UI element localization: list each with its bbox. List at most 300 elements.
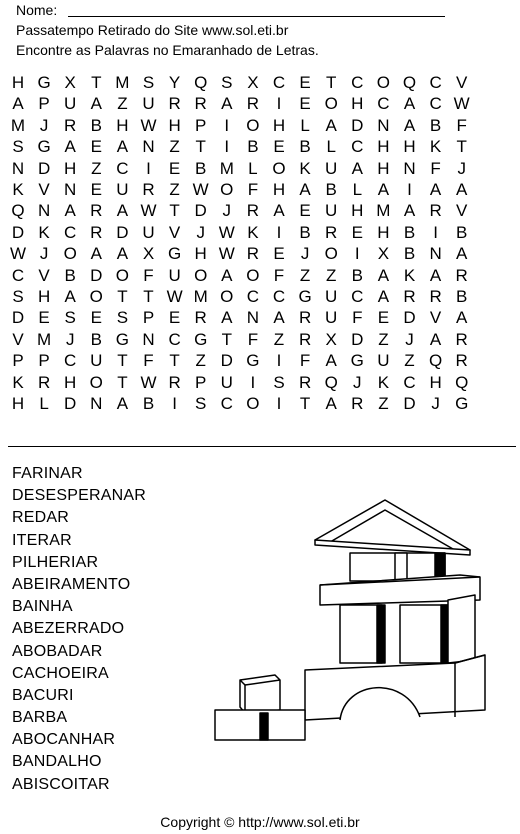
grid-letter: N (64, 180, 77, 199)
grid-letter: Z (195, 351, 206, 371)
grid-letter: I (224, 115, 230, 135)
grid-letter: Q (324, 372, 338, 392)
grid-letter: B (403, 244, 416, 264)
grid-letter: M (193, 287, 208, 306)
grid-letter: Z (273, 329, 285, 349)
source-line: Passatempo Retirado do Site www.sol.eti.br (16, 22, 289, 38)
grid-letter: G (167, 244, 182, 264)
grid-letter: Z (169, 137, 180, 157)
grid-letter: O (324, 244, 338, 264)
grid-letter: B (90, 329, 102, 349)
grid-letter: W (140, 201, 157, 221)
grid-letter: V (168, 222, 181, 242)
divider (8, 446, 516, 447)
grid-letter: T (195, 137, 206, 157)
grid-letter: W (140, 115, 157, 135)
grid-letter: F (143, 351, 154, 371)
grid-letter: R (351, 394, 364, 413)
grid-letter: H (272, 180, 286, 199)
grid-letter: E (351, 222, 363, 242)
instructions-line: Encontre as Palavras no Emaranhado de Letras. (16, 42, 319, 58)
grid-letter: U (220, 372, 233, 392)
grid-letter: A (325, 394, 337, 413)
grid-letter: A (90, 94, 102, 114)
grid-letter: Q (428, 351, 443, 371)
grid-letter: X (142, 244, 155, 264)
grid-letter: S (195, 394, 207, 413)
grid-letter: X (64, 73, 76, 92)
grid-letter: O (194, 265, 208, 285)
grid-letter: C (272, 73, 286, 92)
grid-letter: T (169, 201, 180, 221)
grid-letter: S (273, 372, 285, 392)
grid-letter: B (325, 180, 337, 199)
grid-letter: R (246, 201, 260, 221)
word-item: BAINHA (12, 598, 73, 616)
grid-letter: B (247, 137, 259, 157)
grid-letter: R (246, 244, 260, 264)
grid-letter: E (299, 73, 311, 92)
grid-letter: R (90, 201, 103, 221)
grid-letter: I (407, 180, 412, 199)
grid-letter: H (429, 372, 442, 392)
grid-letter: R (90, 222, 103, 242)
grid-letter: A (429, 329, 442, 349)
grid-letter: T (91, 73, 102, 92)
grid-letter: C (351, 287, 364, 306)
grid-letter: R (142, 180, 155, 199)
grid-letter: O (376, 73, 390, 92)
grid-letter: W (453, 94, 470, 114)
grid-letter: Z (325, 265, 337, 285)
grid-letter: A (456, 244, 468, 264)
toy-block-castle-icon (205, 495, 495, 755)
word-item: ITERAR (12, 531, 72, 549)
grid-letter: E (377, 308, 390, 328)
grid-letter: V (38, 180, 50, 199)
word-item: ABOBADAR (12, 642, 103, 660)
grid-letter: B (456, 287, 468, 306)
grid-letter: C (429, 94, 442, 114)
grid-letter: D (351, 329, 364, 349)
grid-letter: H (11, 73, 25, 92)
grid-letter: V (456, 73, 468, 92)
name-label: Nome: (16, 2, 58, 18)
grid-letter: N (429, 244, 442, 264)
grid-letter: I (354, 244, 360, 264)
word-item: FARINAR (12, 465, 83, 482)
grid-letter: M (219, 158, 234, 178)
grid-letter: I (433, 222, 438, 242)
grid-letter: D (403, 394, 416, 413)
grid-letter: R (429, 201, 442, 221)
grid-letter: E (273, 244, 285, 264)
grid-letter: M (37, 329, 52, 349)
grid-letter: M (376, 201, 391, 221)
grid-letter: E (90, 180, 102, 199)
grid-letter: W (192, 180, 209, 199)
grid-letter: A (273, 201, 285, 221)
grid-letter: V (12, 329, 24, 349)
grid-letter: R (246, 94, 260, 114)
grid-letter: A (221, 94, 233, 114)
grid-letter: T (299, 394, 311, 413)
grid-letter: A (377, 180, 390, 199)
grid-letter: S (142, 73, 155, 92)
grid-letter: I (146, 158, 151, 178)
grid-letter: O (272, 158, 286, 178)
grid-letter: C (220, 394, 233, 413)
grid-letter: A (403, 94, 416, 114)
grid-letter: L (39, 394, 49, 413)
grid-letter: I (276, 351, 282, 371)
grid-letter: A (116, 201, 129, 221)
grid-letter: W (166, 287, 183, 306)
grid-letter: R (455, 265, 468, 285)
grid-letter: B (351, 265, 363, 285)
grid-letter: H (168, 115, 181, 135)
grid-letter: S (221, 73, 233, 92)
grid-letter: R (298, 329, 312, 349)
grid-letter: B (299, 137, 311, 157)
grid-letter: A (325, 351, 337, 371)
grid-letter: L (300, 115, 310, 135)
grid-letter: I (172, 394, 177, 413)
grid-letter: Y (168, 73, 181, 92)
grid-letter: K (38, 222, 50, 242)
grid-letter: V (456, 201, 468, 221)
grid-letter: J (300, 244, 310, 264)
grid-letter: B (403, 222, 416, 242)
grid-letter: J (39, 115, 49, 135)
grid-letter: B (195, 158, 207, 178)
grid-letter: A (64, 137, 76, 157)
grid-letter: C (351, 137, 364, 157)
grid-letter: I (276, 394, 282, 413)
grid-letter: F (143, 265, 154, 285)
grid-letter: D (351, 115, 364, 135)
grid-letter: B (90, 115, 102, 135)
grid-letter: H (37, 287, 51, 306)
grid-letter: U (325, 158, 338, 178)
grid-letter: F (273, 265, 285, 285)
grid-letter: O (246, 115, 260, 135)
grid-letter: C (64, 222, 77, 242)
word-item: BARBA (12, 709, 68, 727)
grid-letter: O (220, 287, 234, 306)
grid-letter: U (142, 222, 155, 242)
grid-letter: B (456, 222, 468, 242)
grid-letter: A (116, 244, 129, 264)
grid-letter: I (276, 94, 282, 114)
grid-letter: N (142, 137, 155, 157)
grid-letter: S (12, 287, 24, 306)
grid-letter: U (377, 351, 390, 371)
grid-letter: P (142, 308, 155, 328)
word-item: PILHERIAR (12, 553, 99, 571)
grid-letter: B (64, 265, 76, 285)
grid-letter: P (195, 115, 207, 135)
grid-letter: N (37, 201, 51, 221)
grid-letter: A (403, 115, 416, 135)
grid-letter: H (194, 244, 207, 264)
grid-letter: K (299, 158, 311, 178)
grid-letter: G (37, 73, 51, 92)
grid-letter: A (64, 287, 76, 306)
grid-letter: D (64, 394, 77, 413)
grid-letter: A (429, 265, 442, 285)
grid-letter: Z (169, 180, 180, 199)
grid-letter: D (11, 222, 25, 242)
grid-letter: R (37, 372, 51, 392)
grid-letter: E (168, 158, 181, 178)
grid-letter: W (9, 244, 27, 264)
grid-letter: H (64, 158, 77, 178)
grid-letter: O (220, 180, 234, 199)
grid-letter: R (298, 372, 312, 392)
grid-letter: Z (378, 394, 389, 413)
grid-letter: A (12, 94, 24, 114)
grid-letter: A (90, 244, 102, 264)
grid-letter: H (377, 137, 390, 157)
grid-letter: G (194, 329, 208, 349)
grid-letter: P (38, 351, 50, 371)
word-item: BANDALHO (12, 753, 102, 771)
grid-letter: F (430, 158, 441, 178)
grid-letter: H (351, 94, 364, 114)
grid-letter: C (351, 73, 364, 92)
grid-letter: A (325, 115, 337, 135)
grid-letter: G (350, 351, 364, 371)
grid-letter: A (377, 265, 390, 285)
grid-letter: N (90, 394, 103, 413)
grid-letter: T (221, 329, 232, 349)
grid-letter: K (429, 137, 442, 157)
grid-letter: D (194, 201, 207, 221)
grid-letter: Z (299, 265, 311, 285)
grid-letter: Z (378, 329, 389, 349)
word-item: CACHOEIRA (12, 664, 109, 682)
grid-letter: T (143, 287, 154, 306)
grid-letter: T (117, 351, 128, 371)
grid-letter: O (89, 287, 103, 306)
grid-letter: A (377, 287, 390, 306)
grid-letter: O (63, 244, 77, 264)
word-item: ABEIRAMENTO (12, 575, 131, 593)
grid-letter: Q (402, 73, 417, 92)
grid-letter: X (247, 73, 259, 92)
grid-letter: J (353, 372, 362, 392)
grid-letter: T (117, 372, 128, 392)
grid-letter: P (195, 372, 207, 392)
copyright-footer: Copyright © http://www.sol.eti.br (160, 814, 360, 830)
grid-letter: B (299, 222, 311, 242)
grid-letter: S (64, 308, 76, 328)
grid-letter: E (90, 137, 102, 157)
grid-letter: A (456, 180, 468, 199)
grid-letter: Z (404, 351, 415, 371)
grid-letter: C (116, 158, 129, 178)
grid-letter: A (456, 308, 468, 328)
grid-letter: A (221, 265, 233, 285)
grid-letter: K (403, 265, 416, 285)
grid-letter: U (142, 94, 155, 114)
grid-letter: V (429, 308, 442, 328)
grid-letter: X (325, 329, 337, 349)
grid-letter: C (64, 351, 77, 371)
grid-letter: U (325, 287, 338, 306)
grid-letter: H (351, 201, 364, 221)
grid-letter: O (324, 94, 338, 114)
grid-letter: G (115, 329, 129, 349)
grid-letter: R (168, 372, 181, 392)
grid-letter: J (431, 394, 440, 413)
grid-letter: T (456, 137, 467, 157)
grid-letter: V (38, 265, 50, 285)
grid-letter: F (247, 180, 259, 199)
grid-letter: R (325, 222, 338, 242)
grid-letter: C (403, 372, 416, 392)
grid-letter: U (325, 308, 338, 328)
grid-letter: N (377, 115, 390, 135)
grid-letter: E (299, 94, 311, 114)
grid-letter: A (403, 201, 416, 221)
grid-letter: U (64, 94, 77, 114)
grid-letter: P (38, 94, 50, 114)
word-item: BACURI (12, 686, 74, 704)
word-item: ABEZERRADO (12, 620, 125, 638)
grid-letter: O (246, 265, 260, 285)
grid-letter: N (403, 158, 416, 178)
grid-letter: G (455, 394, 469, 413)
grid-letter: F (247, 329, 259, 349)
grid-letter: W (140, 372, 157, 392)
grid-letter: D (403, 308, 416, 328)
grid-letter: I (250, 372, 256, 392)
word-item: ABOCANHAR (12, 731, 116, 749)
grid-letter: G (298, 287, 312, 306)
grid-letter: A (299, 180, 311, 199)
grid-letter: A (273, 308, 285, 328)
grid-letter: U (116, 180, 129, 199)
grid-letter: A (116, 137, 129, 157)
grid-letter: R (403, 287, 416, 306)
grid-letter: J (65, 329, 75, 349)
word-list (12, 463, 212, 796)
grid-letter: O (246, 394, 260, 413)
grid-letter: R (168, 94, 181, 114)
grid-letter: G (246, 351, 260, 371)
grid-letter: F (299, 351, 311, 371)
grid-letter: D (11, 308, 25, 328)
grid-letter: E (299, 201, 311, 221)
grid-letter: C (429, 73, 442, 92)
grid-letter: C (11, 265, 25, 285)
grid-letter: K (377, 372, 390, 392)
grid-letter: J (457, 158, 466, 178)
grid-letter: R (194, 308, 207, 328)
grid-letter: A (221, 308, 233, 328)
grid-letter: U (325, 201, 338, 221)
word-item: ABISCOITAR (12, 775, 110, 793)
grid-letter: K (12, 180, 24, 199)
grid-letter: R (455, 329, 468, 349)
grid-letter: H (116, 115, 129, 135)
grid-letter: E (168, 308, 181, 328)
grid-letter: M (115, 73, 130, 92)
grid-letter: R (194, 94, 207, 114)
grid-letter: I (276, 222, 282, 242)
grid-letter: D (220, 351, 233, 371)
grid-letter: Z (117, 94, 128, 114)
grid-letter: A (116, 394, 129, 413)
grid-letter: T (169, 351, 180, 371)
grid-letter: H (403, 137, 416, 157)
grid-letter: H (377, 222, 390, 242)
grid-letter: W (218, 222, 235, 242)
grid-letter: J (196, 222, 205, 242)
grid-letter: A (351, 158, 363, 178)
grid-letter: R (64, 115, 77, 135)
grid-letter: S (116, 308, 129, 328)
grid-letter: Z (91, 158, 102, 178)
grid-letter: H (11, 394, 25, 413)
grid-letter: I (224, 137, 230, 157)
grid-letter: B (429, 115, 442, 135)
grid-letter: E (38, 308, 50, 328)
grid-letter: O (89, 372, 103, 392)
grid-letter: M (10, 115, 26, 135)
grid-letter: C (272, 287, 286, 306)
grid-letter: H (64, 372, 77, 392)
grid-letter: O (115, 265, 129, 285)
grid-letter: L (326, 137, 336, 157)
grid-letter: F (352, 308, 363, 328)
grid-letter: T (325, 73, 337, 92)
grid-letter: L (248, 158, 258, 178)
grid-letter: J (405, 329, 414, 349)
word-item: REDAR (12, 509, 70, 527)
grid-letter: X (377, 244, 390, 264)
grid-letter: F (456, 115, 467, 135)
word-item: DESESPERANAR (12, 487, 146, 505)
grid-letter: H (272, 115, 286, 135)
grid-letter: Q (455, 372, 469, 392)
grid-letter: U (90, 351, 103, 371)
grid-letter: R (455, 351, 468, 371)
grid-letter: K (247, 222, 259, 242)
grid-letter: E (90, 308, 102, 328)
grid-letter: C (168, 329, 181, 349)
grid-letter: B (142, 394, 155, 413)
grid-letter: N (11, 158, 25, 178)
grid-letter: A (429, 180, 442, 199)
grid-letter: J (222, 201, 232, 221)
grid-letter: C (377, 94, 390, 114)
grid-letter: H (377, 158, 390, 178)
grid-letter: K (12, 372, 24, 392)
grid-letter: G (37, 137, 51, 157)
grid-letter: S (12, 137, 24, 157)
grid-letter: J (39, 244, 49, 264)
grid-letter: P (12, 351, 24, 371)
grid-letter: D (116, 222, 129, 242)
grid-letter: A (64, 201, 76, 221)
grid-letter: E (273, 137, 285, 157)
grid-letter: Q (194, 73, 208, 92)
grid-letter: D (90, 265, 103, 285)
grid-letter: L (352, 180, 363, 199)
